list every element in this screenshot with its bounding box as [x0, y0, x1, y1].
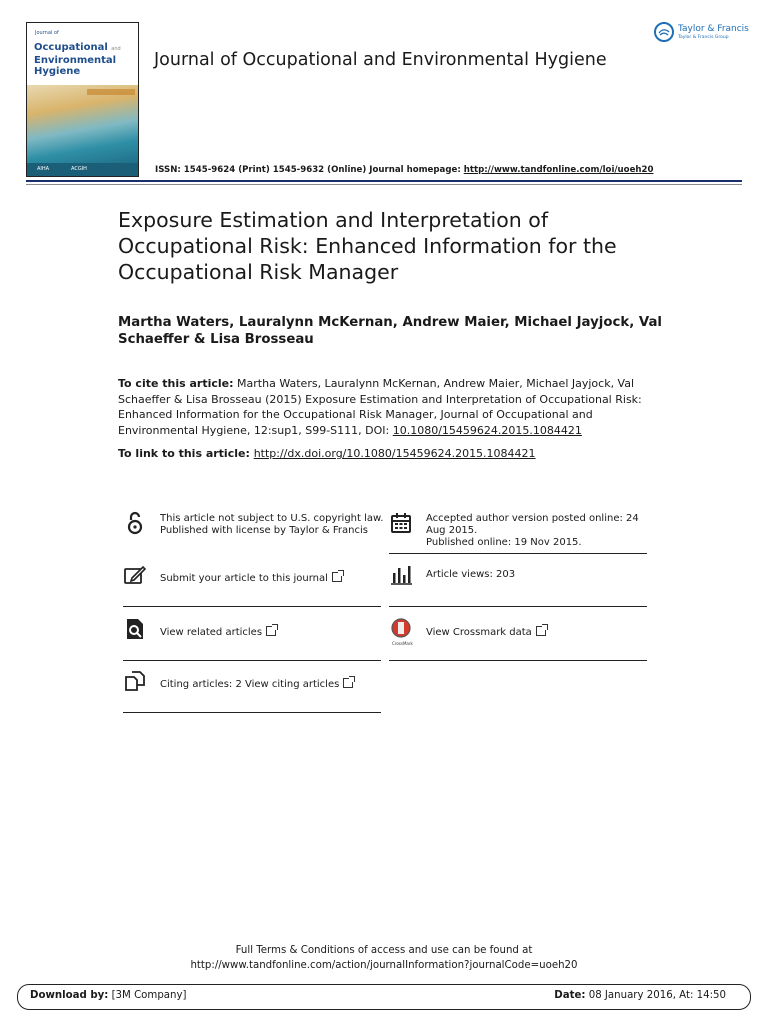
journal-title: Journal of Occupational and Environmental Hygiene	[154, 50, 607, 70]
accepted-line2: Aug 2015.	[426, 525, 478, 536]
edit-icon	[123, 563, 147, 587]
journal-cover-image	[26, 22, 139, 177]
crossmark-icon-text: CrossMark	[392, 641, 413, 646]
divider	[123, 606, 381, 607]
download-label: Download by:	[30, 990, 109, 1001]
issn-text: ISSN: 1545-9624 (Print) 1545-9632 (Online) Journal homepage:	[155, 165, 464, 175]
bar-chart-icon	[389, 563, 413, 587]
accepted-line3: Published online: 19 Nov 2015.	[426, 537, 582, 548]
divider	[123, 712, 381, 713]
download-by	[30, 990, 187, 1001]
search-document-icon	[123, 617, 147, 641]
calendar-icon	[389, 511, 413, 535]
link-label: To link to this article:	[118, 447, 254, 460]
article-doi-url[interactable]: http://dx.doi.org/10.1080/15459624.2015.1084421	[253, 447, 536, 460]
download-date	[554, 990, 726, 1001]
cover-title-and: and	[111, 46, 121, 52]
header-divider	[26, 180, 742, 182]
cover-footer-right: ACGIH	[71, 166, 87, 172]
cover-title	[34, 42, 121, 77]
cover-title-line1: Occupational	[34, 42, 108, 53]
external-link-icon	[266, 626, 276, 636]
header-divider-thin	[26, 184, 742, 185]
cover-title-line3: Hygiene	[34, 66, 81, 77]
submit-article-link[interactable]: Submit your article to this journal	[160, 573, 328, 584]
citing-articles-link[interactable]: Citing articles: 2 View citing articles	[160, 679, 340, 690]
terms-notice	[0, 943, 768, 973]
open-access-icon	[123, 511, 147, 535]
external-link-icon	[332, 572, 342, 582]
publisher-name: Taylor & Francis	[678, 24, 749, 34]
doi-link[interactable]: 10.1080/15459624.2015.1084421	[392, 423, 582, 437]
cover-footer	[27, 163, 138, 176]
accepted-line1: Accepted author version posted online: 24	[426, 513, 639, 524]
related-articles-link[interactable]: View related articles	[160, 627, 263, 638]
citation-block	[118, 376, 658, 438]
cover-footer-left: AIHA	[37, 166, 50, 172]
cite-text: Martha Waters, Lauralynn McKernan, Andrew Maier, Michael Jayjock, Val Schaeffer & Lisa Brosseau (2015) Exposure Estimation and Interpretation of Occupational Risk: Enhanced Information for the Occupational Risk Manager, Journal of Occupational and Environmental Hygiene, 12:sup1, S99-S111, DOI:	[118, 377, 642, 437]
cover-title-line2: Environmental	[34, 55, 117, 66]
divider	[123, 660, 381, 661]
issn-line	[155, 165, 653, 175]
cite-label: To cite this article:	[118, 377, 234, 390]
download-info-bar	[17, 984, 751, 1010]
publisher-sub: Taylor & Francis Group	[678, 35, 729, 40]
cover-small-text: Journal of	[35, 30, 59, 36]
divider	[389, 606, 647, 607]
article-authors: Martha Waters, Lauralynn McKernan, Andrew Maier, Michael Jayjock, Val Schaeffer & Lisa Brosseau	[118, 315, 662, 347]
download-value: [3M Company]	[108, 990, 187, 1001]
date-label: Date:	[554, 990, 586, 1001]
views-label: Article views: 203	[426, 569, 516, 580]
date-value: 08 January 2016, At: 14:50	[585, 990, 726, 1001]
crossmark-link[interactable]: View Crossmark data	[426, 627, 532, 638]
divider	[389, 553, 647, 554]
journal-homepage-link[interactable]: http://www.tandfonline.com/loi/uoeh20	[463, 165, 654, 175]
terms-url[interactable]: http://www.tandfonline.com/action/journalInformation?journalCode=uoeh20	[190, 960, 578, 971]
citing-documents-icon	[123, 669, 147, 693]
external-link-icon	[536, 626, 546, 636]
article-link-line	[118, 447, 536, 460]
copyright-line2: Published with license by Taylor & Francis	[160, 525, 368, 536]
cover-art	[27, 85, 138, 165]
divider	[389, 660, 647, 661]
copyright-line1: This article not subject to U.S. copyright law.	[160, 513, 384, 524]
terms-line1: Full Terms & Conditions of access and use can be found at	[235, 945, 533, 956]
article-title: Exposure Estimation and Interpretation of Occupational Risk: Enhanced Information for the Occupational Risk Manager	[118, 208, 617, 284]
external-link-icon	[343, 678, 353, 688]
tf-logo-icon	[654, 22, 674, 42]
